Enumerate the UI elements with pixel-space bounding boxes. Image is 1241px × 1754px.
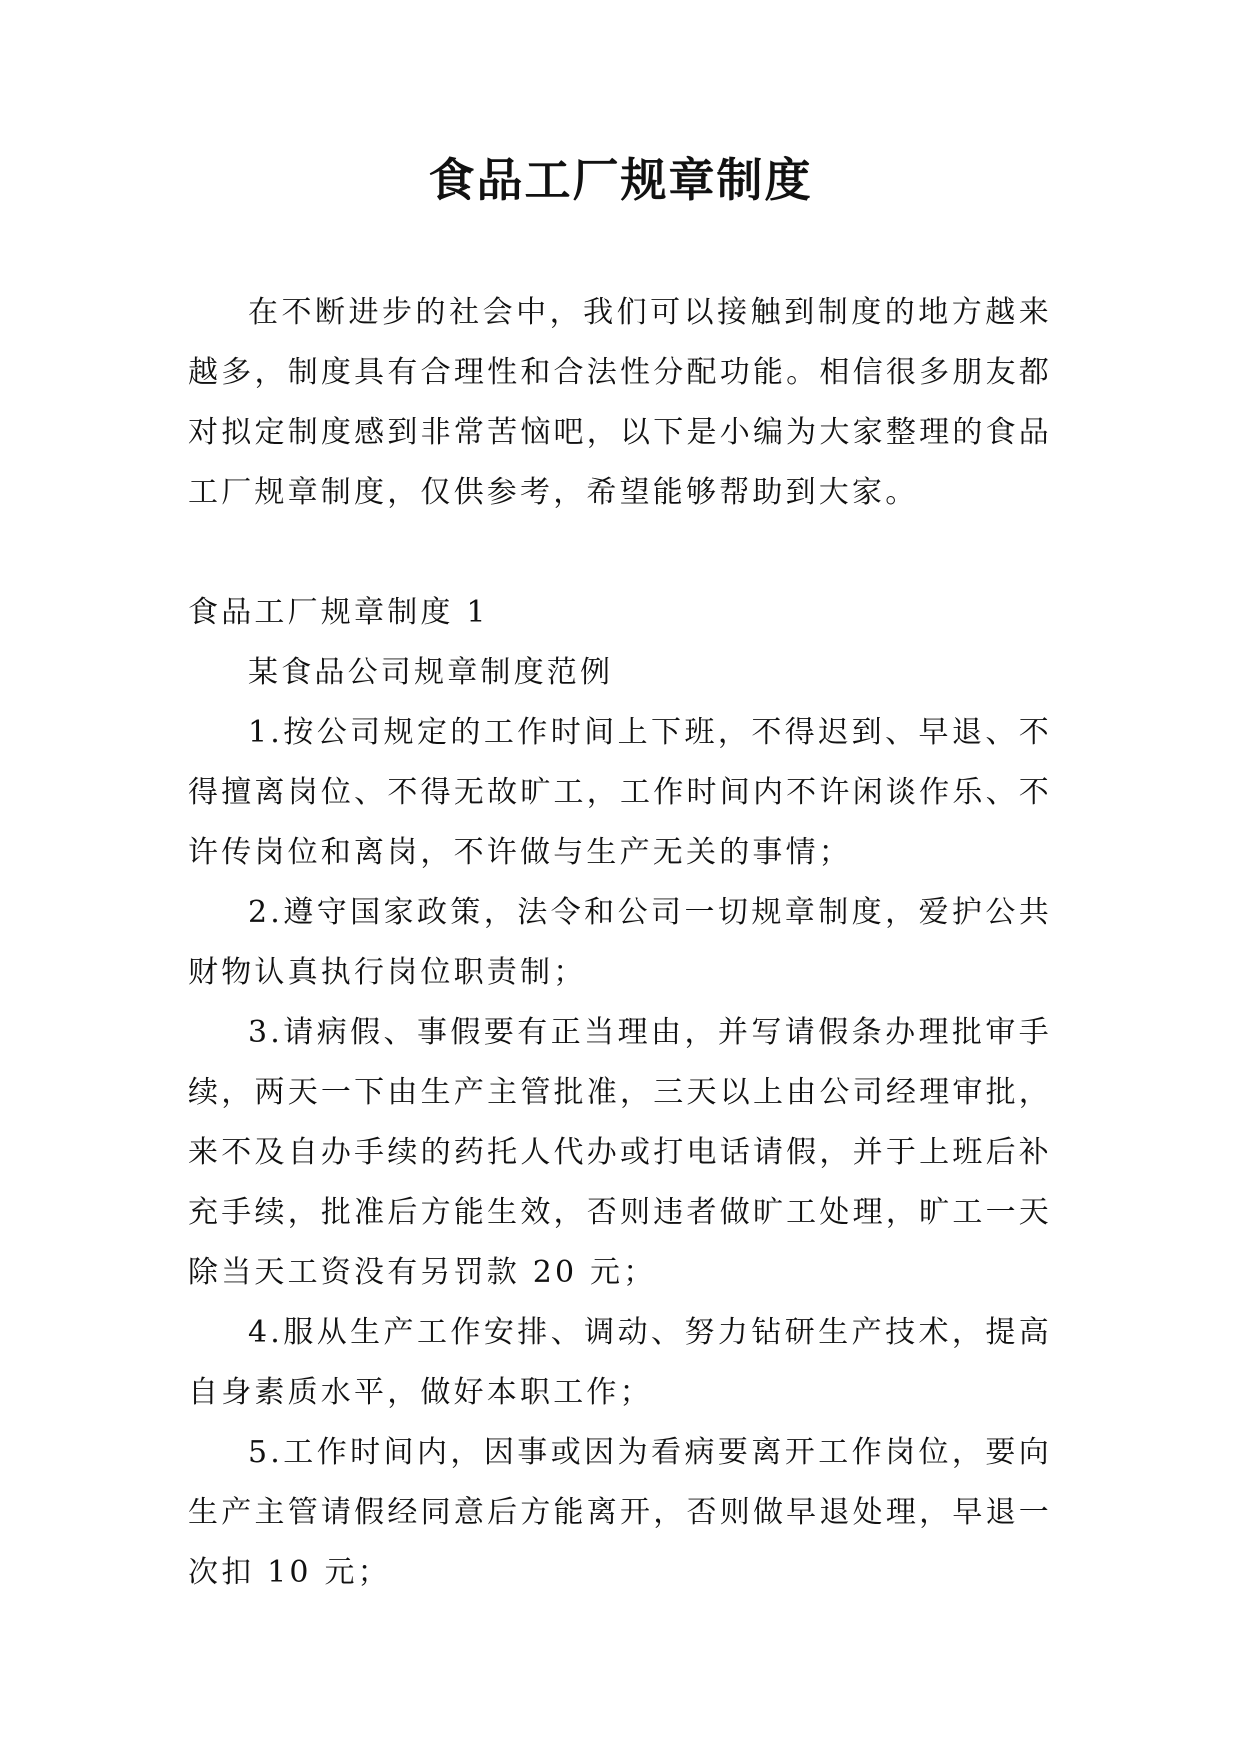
rule-item-3: 3.请病假、事假要有正当理由，并写请假条办理批审手续，两天一下由生产主管批准，三天以上由公司经理审批，来不及自办手续的药托人代办或打电话请假，并于上班后补充手续，批准后方能生效，否则违者做旷工处理，旷工一天除当天工资没有另罚款 20 元； [188,1015,1052,1290]
subheading: 某食品公司规章制度范例 [248,655,614,690]
rule-item-4: 4.服从生产工作安排、调动、努力钻研生产技术，提高自身素质水平，做好本职工作； [188,1315,1052,1410]
section-heading: 食品工厂规章制度 1 [188,595,489,630]
document-title: 食品工厂规章制度 [428,153,813,207]
intro-paragraph: 在不断进步的社会中，我们可以接触到制度的地方越来越多，制度具有合理性和合法性分配功能。相信很多朋友都对拟定制度感到非常苦恼吧，以下是小编为大家整理的食品工厂规章制度，仅供参考，希望能够帮助到大家。 [188,295,1052,510]
rule-item-1: 1.按公司规定的工作时间上下班，不得迟到、早退、不得擅离岗位、不得无故旷工，工作时间内不许闲谈作乐、不许传岗位和离岗，不许做与生产无关的事情； [188,715,1052,870]
rule-item-5: 5.工作时间内，因事或因为看病要离开工作岗位，要向生产主管请假经同意后方能离开，否则做早退处理，早退一次扣 10 元； [188,1435,1052,1590]
document-body [188,283,1052,1603]
rule-item-2: 2.遵守国家政策，法令和公司一切规章制度，爱护公共财物认真执行岗位职责制； [188,895,1052,990]
